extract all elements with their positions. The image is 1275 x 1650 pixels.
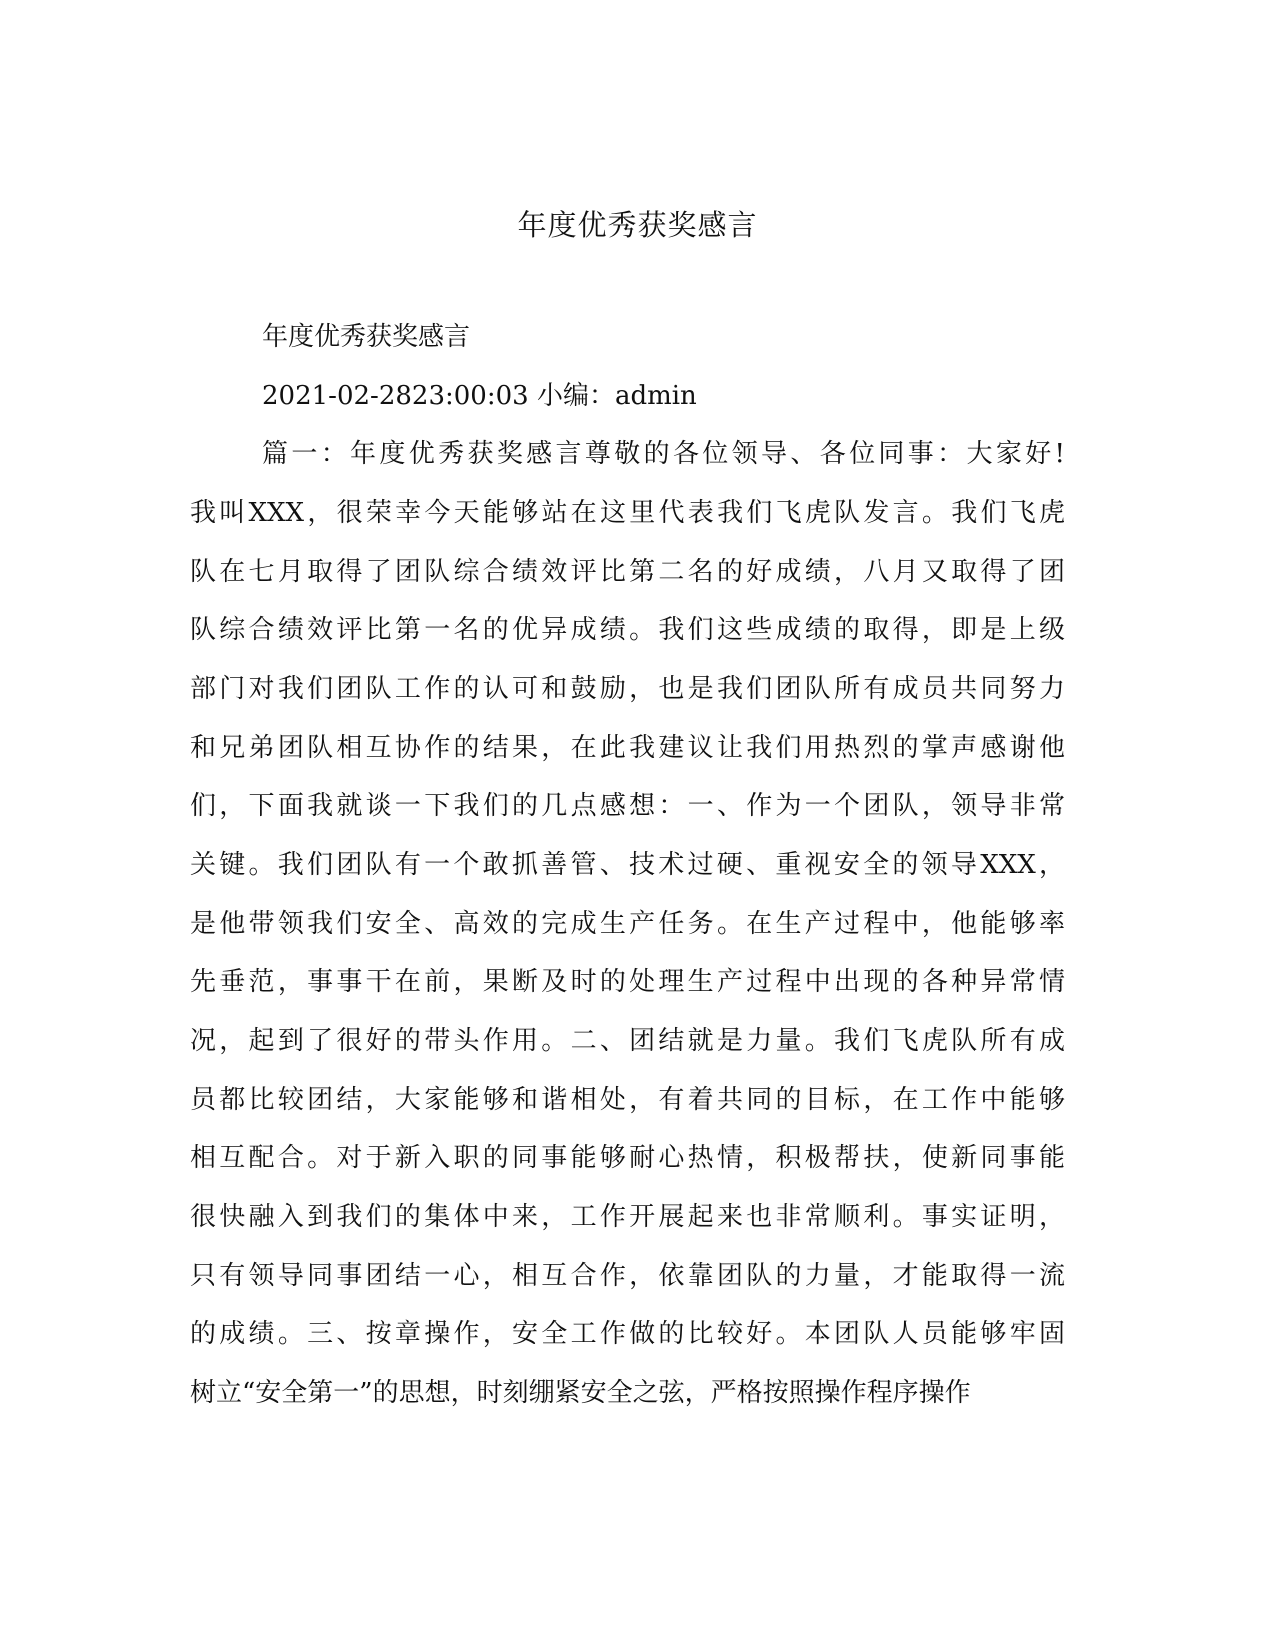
body-line: 员都比较团结，大家能够和谐相处，有着共同的目标，在工作中能够 bbox=[190, 1085, 1065, 1115]
body-line: 和兄弟团队相互协作的结果，在此我建议让我们用热烈的掌声感谢他 bbox=[190, 733, 1065, 763]
body-line: 很快融入到我们的集体中来，工作开展起来也非常顺利。事实证明， bbox=[190, 1202, 1065, 1232]
document-subtitle: 年度优秀获奖感言 bbox=[262, 322, 471, 352]
body-line: 关键。我们团队有一个敢抓善管、技术过硬、重视安全的领导XXX， bbox=[190, 850, 1065, 880]
body-line: 树立“安全第一”的思想，时刻绷紧安全之弦，严格按照操作程序操作 bbox=[190, 1378, 971, 1408]
body-line: 队在七月取得了团队综合绩效评比第二名的好成绩，八月又取得了团 bbox=[190, 557, 1065, 587]
body-line: 相互配合。对于新入职的同事能够耐心热情，积极帮扶，使新同事能 bbox=[190, 1143, 1065, 1173]
document-meta: 2021-02-2823:00:03 小编：admin bbox=[262, 381, 697, 411]
body-line: 们，下面我就谈一下我们的几点感想：一、作为一个团队，领导非常 bbox=[190, 791, 1065, 821]
body-line: 我叫XXX，很荣幸今天能够站在这里代表我们飞虎队发言。我们飞虎 bbox=[190, 498, 1065, 528]
body-line: 的成绩。三、按章操作，安全工作做的比较好。本团队人员能够牢固 bbox=[190, 1319, 1065, 1349]
body-line: 况，起到了很好的带头作用。二、团结就是力量。我们飞虎队所有成 bbox=[190, 1026, 1065, 1056]
body-line: 队综合绩效评比第一名的优异成绩。我们这些成绩的取得，即是上级 bbox=[190, 615, 1065, 645]
document-title: 年度优秀获奖感言 bbox=[517, 208, 758, 242]
body-line: 是他带领我们安全、高效的完成生产任务。在生产过程中，他能够率 bbox=[190, 909, 1065, 939]
body-line: 只有领导同事团结一心，相互合作，依靠团队的力量，才能取得一流 bbox=[190, 1261, 1065, 1291]
body-line: 部门对我们团队工作的认可和鼓励，也是我们团队所有成员共同努力 bbox=[190, 674, 1065, 704]
body-line: 先垂范，事事干在前，果断及时的处理生产过程中出现的各种异常情 bbox=[190, 967, 1065, 997]
body-line: 篇一：年度优秀获奖感言尊敬的各位领导、各位同事：大家好! bbox=[262, 439, 1065, 469]
